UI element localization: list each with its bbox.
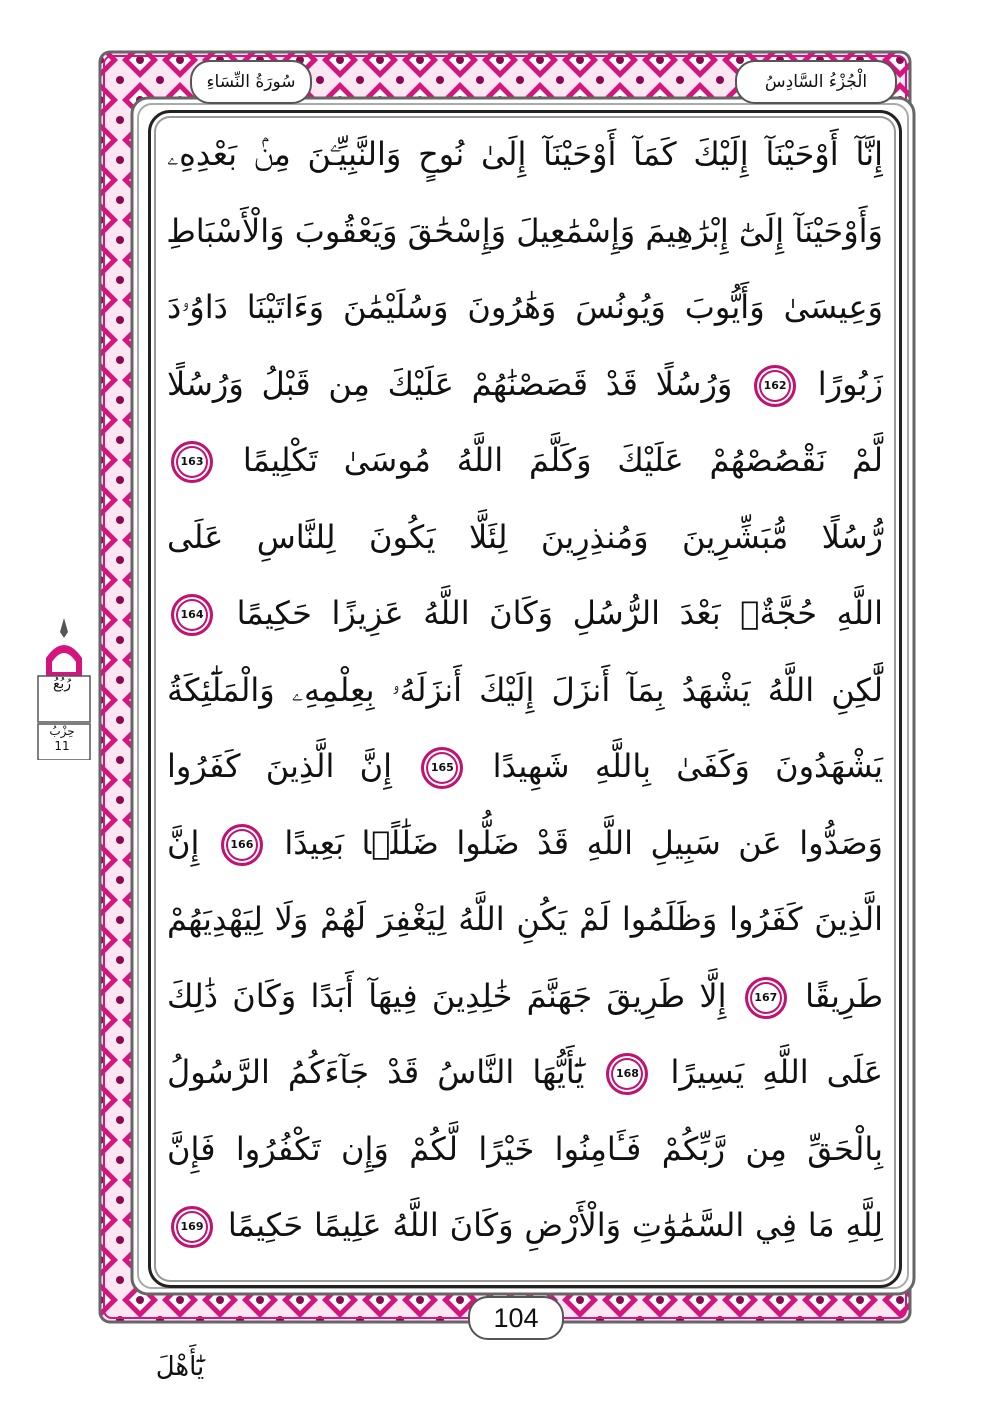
- verse-text: لِلَّهِ مَا فِي السَّمَٰوَٰتِ وَالْأَرْضِ وَكَانَ اللَّهُ عَلِيمًا حَكِيمًا: [227, 1206, 884, 1244]
- verse-line: رُّسُلًا مُّبَشِّرِينَ وَمُنذِرِينَ لِئَلَّا يَكُونَ لِلنَّاسِ عَلَى: [167, 517, 883, 556]
- verse-text: اللَّهِ حُجَّةٌۢ بَعْدَ الرُّسُلِ وَكَانَ اللَّهُ عَزِيزًا حَكِيمًا: [236, 594, 884, 632]
- verse-line: [167, 812, 883, 874]
- verse-line: بِالْحَقِّ مِن رَّبِّكُمْ فَـَٔامِنُوا خَيْرًا لَّكُمْ وَإِن تَكْفُرُوا فَإِنَّ: [167, 1129, 883, 1168]
- verse-text: وَصَدُّوا عَن سَبِيلِ اللَّهِ قَدْ ضَلُّوا ضَلَٰلًۢا بَعِيدًا: [284, 823, 883, 862]
- verse-text: زَبُورًا: [817, 364, 884, 403]
- ayah-number-marker: 163: [171, 441, 213, 483]
- verse-text: وَرُسُلًا قَدْ قَصَصْنَٰهُمْ عَلَيْكَ مِن قَبْلُ وَرُسُلًا: [167, 364, 733, 403]
- verse-text: إِلَّا طَرِيقَ جَهَنَّمَ خَٰلِدِينَ فِيهَآ أَبَدًا وَكَانَ ذَٰلِكَ: [167, 976, 727, 1015]
- verse-line: وَعِيسَىٰ وَأَيُّوبَ وَيُونُسَ وَهَٰرُونَ وَسُلَيْمَٰنَ وَءَاتَيْنَا دَاوُۥدَ: [167, 288, 883, 326]
- verse-text: طَرِيقًا: [805, 976, 884, 1015]
- verse-text: لَّمْ نَقْصُصْهُمْ عَلَيْكَ وَكَلَّمَ اللَّهُ مُوسَىٰ تَكْلِيمًا: [242, 441, 883, 479]
- quran-text-panel: [148, 110, 902, 1288]
- verse-line: إِنَّآ أَوْحَيْنَآ إِلَيْكَ كَمَآ أَوْحَيْنَآ إِلَىٰ نُوحٍ وَالنَّبِيِّـۧنَ مِنۢ بَعْدِهِۦ: [167, 135, 883, 173]
- ayah-number-marker: 164: [171, 594, 213, 636]
- verse-text: عَلَى اللَّهِ يَسِيرًا: [670, 1053, 884, 1091]
- ayah-number-marker: 168: [606, 1053, 648, 1095]
- rub-label: رُبُعُ: [52, 676, 72, 692]
- verse-line: [167, 353, 883, 415]
- verse-text: إِنَّ الَّذِينَ كَفَرُوا: [167, 747, 393, 785]
- verse-line: [167, 582, 883, 644]
- ayah-number-marker: 165: [421, 747, 463, 789]
- juz-header: الْجُزْءُ السَّادِسُ: [735, 60, 897, 104]
- verse-line: [167, 735, 883, 797]
- surah-header: سُورَةُ النِّسَاءِ: [190, 60, 312, 104]
- ayah-number-marker: 167: [745, 977, 787, 1019]
- verse-text: يَٰٓأَيُّهَا النَّاسُ قَدْ جَآءَكُمُ الرَّسُولُ: [167, 1053, 585, 1091]
- catchword: يَٰٓأَهْلَ: [155, 1352, 205, 1382]
- verse-line: [167, 429, 883, 491]
- verse-text: إِنَّ: [167, 823, 200, 862]
- hizb-label: [38, 724, 86, 754]
- verse-line: الَّذِينَ كَفَرُوا وَظَلَمُوا لَمْ يَكُنِ اللَّهُ لِيَغْفِرَ لَهُمْ وَلَا لِيَهْدِيَهُمْ: [167, 900, 883, 938]
- verse-line: [167, 1041, 883, 1103]
- hizb-word: حِزْبُ: [49, 724, 75, 738]
- hizb-number: 11: [54, 739, 70, 753]
- verse-line: [167, 1194, 883, 1256]
- verse-text: يَشْهَدُونَ وَكَفَىٰ بِاللَّهِ شَهِيدًا: [492, 747, 884, 785]
- ayah-number-marker: 162: [754, 365, 796, 407]
- verse-line: لَّٰكِنِ اللَّهُ يَشْهَدُ بِمَآ أَنزَلَ إِلَيْكَ أَنزَلَهُۥ بِعِلْمِهِۦ وَالْمَلَٰٓئِكَةُ: [167, 670, 883, 709]
- page-number: 104: [468, 1296, 564, 1340]
- verse-line: وَأَوْحَيْنَآ إِلَىٰٓ إِبْرَٰهِيمَ وَإِسْمَٰعِيلَ وَإِسْحَٰقَ وَيَعْقُوبَ وَالْأَسْبَاطِ: [166, 211, 883, 250]
- ayah-number-marker: 166: [221, 824, 263, 866]
- verse-line: [167, 965, 883, 1027]
- ayah-number-marker: 169: [171, 1206, 213, 1248]
